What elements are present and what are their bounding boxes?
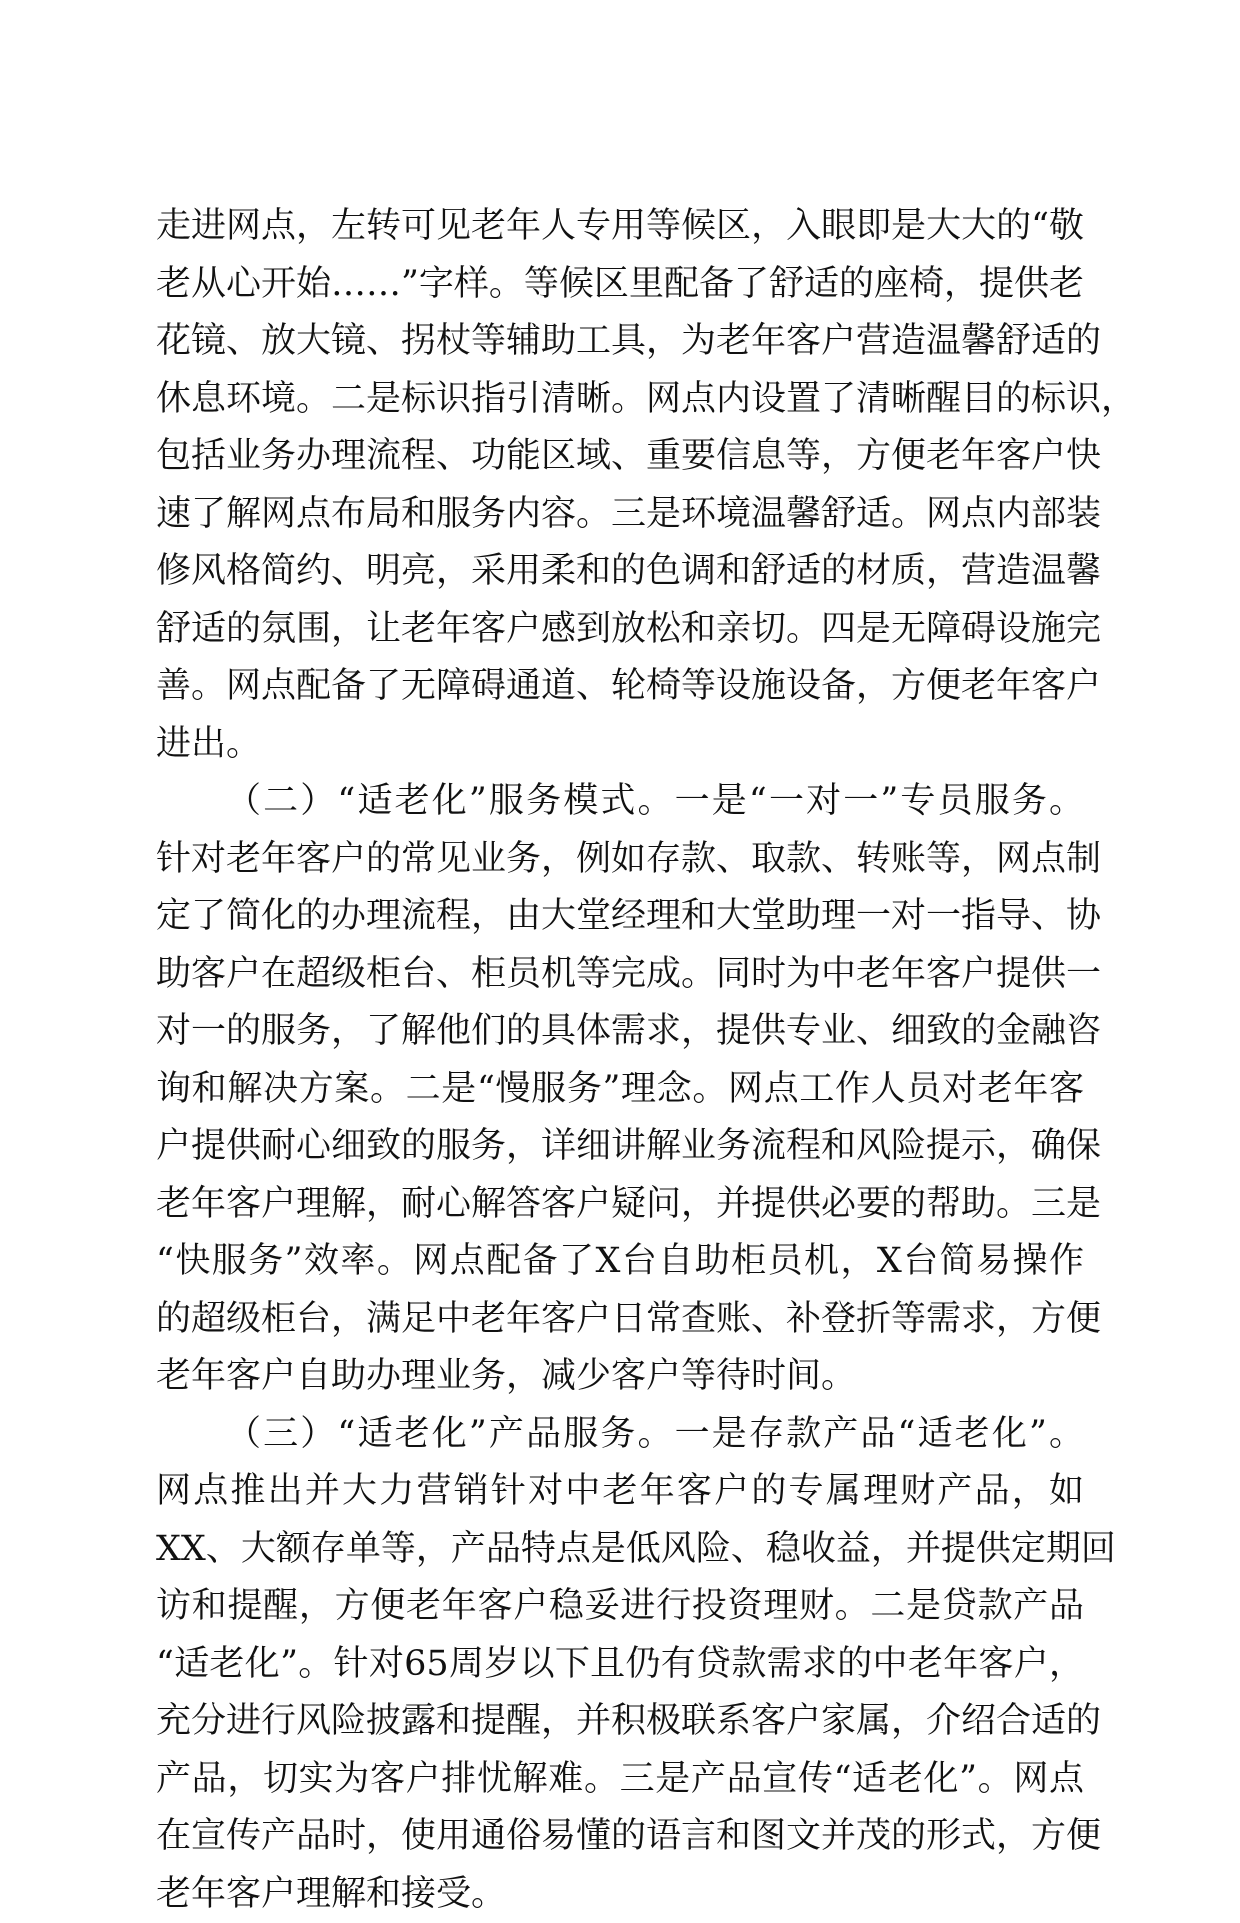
text-line: 定了简化的办理流程，由大堂经理和大堂助理一对一指导、协 <box>156 888 1084 946</box>
text-line: 户提供耐心细致的服务，详细讲解业务流程和风险提示，确保 <box>156 1118 1084 1176</box>
text-line: 善。网点配备了无障碍通道、轮椅等设施设备，方便老年客户 <box>156 658 1084 716</box>
text-line: 的超级柜台，满足中老年客户日常查账、补登折等需求，方便 <box>156 1291 1084 1349</box>
text-line: 休息环境。二是标识指引清晰。网点内设置了清晰醒目的标识， <box>156 371 1084 429</box>
text-line: 包括业务办理流程、功能区域、重要信息等，方便老年客户快 <box>156 428 1084 486</box>
text-line: 充分进行风险披露和提醒，并积极联系客户家属，介绍合适的 <box>156 1693 1084 1751</box>
section-heading-line: （三）“适老化”产品服务。一是存款产品“适老化”。 <box>156 1406 1084 1464</box>
text-line: 走进网点，左转可见老年人专用等候区，入眼即是大大的“敬 <box>156 198 1084 256</box>
text-line: 助客户在超级柜台、柜员机等完成。同时为中老年客户提供一 <box>156 946 1084 1004</box>
text-line: 针对老年客户的常见业务，例如存款、取款、转账等，网点制 <box>156 831 1084 889</box>
text-line: 产品，切实为客户排忧解难。三是产品宣传“适老化”。网点 <box>156 1751 1084 1809</box>
text-line: 修风格简约、明亮，采用柔和的色调和舒适的材质，营造温馨 <box>156 543 1084 601</box>
text-line: XX、大额存单等，产品特点是低风险、稳收益，并提供定期回 <box>156 1521 1084 1579</box>
text-line: 舒适的氛围，让老年客户感到放松和亲切。四是无障碍设施完 <box>156 601 1084 659</box>
text-line: 进出。 <box>156 716 1084 774</box>
text-line: 网点推出并大力营销针对中老年客户的专属理财产品，如 <box>156 1463 1084 1521</box>
section-heading-line: （二）“适老化”服务模式。一是“一对一”专员服务。 <box>156 773 1084 831</box>
document-page <box>156 198 1084 1923</box>
text-line: 在宣传产品时，使用通俗易懂的语言和图文并茂的形式，方便 <box>156 1808 1084 1866</box>
text-line: 老年客户理解，耐心解答客户疑问，并提供必要的帮助。三是 <box>156 1176 1084 1234</box>
text-line: 访和提醒，方便老年客户稳妥进行投资理财。二是贷款产品 <box>156 1578 1084 1636</box>
text-line: 花镜、放大镜、拐杖等辅助工具，为老年客户营造温馨舒适的 <box>156 313 1084 371</box>
text-line: “适老化”。针对65周岁以下且仍有贷款需求的中老年客户， <box>156 1636 1084 1694</box>
text-line: 对一的服务，了解他们的具体需求，提供专业、细致的金融咨 <box>156 1003 1084 1061</box>
text-line: 老从心开始……”字样。等候区里配备了舒适的座椅，提供老 <box>156 256 1084 314</box>
text-line: 速了解网点布局和服务内容。三是环境温馨舒适。网点内部装 <box>156 486 1084 544</box>
text-line: 老年客户理解和接受。 <box>156 1866 1084 1923</box>
text-line: 老年客户自助办理业务，减少客户等待时间。 <box>156 1348 1084 1406</box>
text-line: 询和解决方案。二是“慢服务”理念。网点工作人员对老年客 <box>156 1061 1084 1119</box>
text-line: “快服务”效率。网点配备了X台自助柜员机，X台简易操作 <box>156 1233 1084 1291</box>
